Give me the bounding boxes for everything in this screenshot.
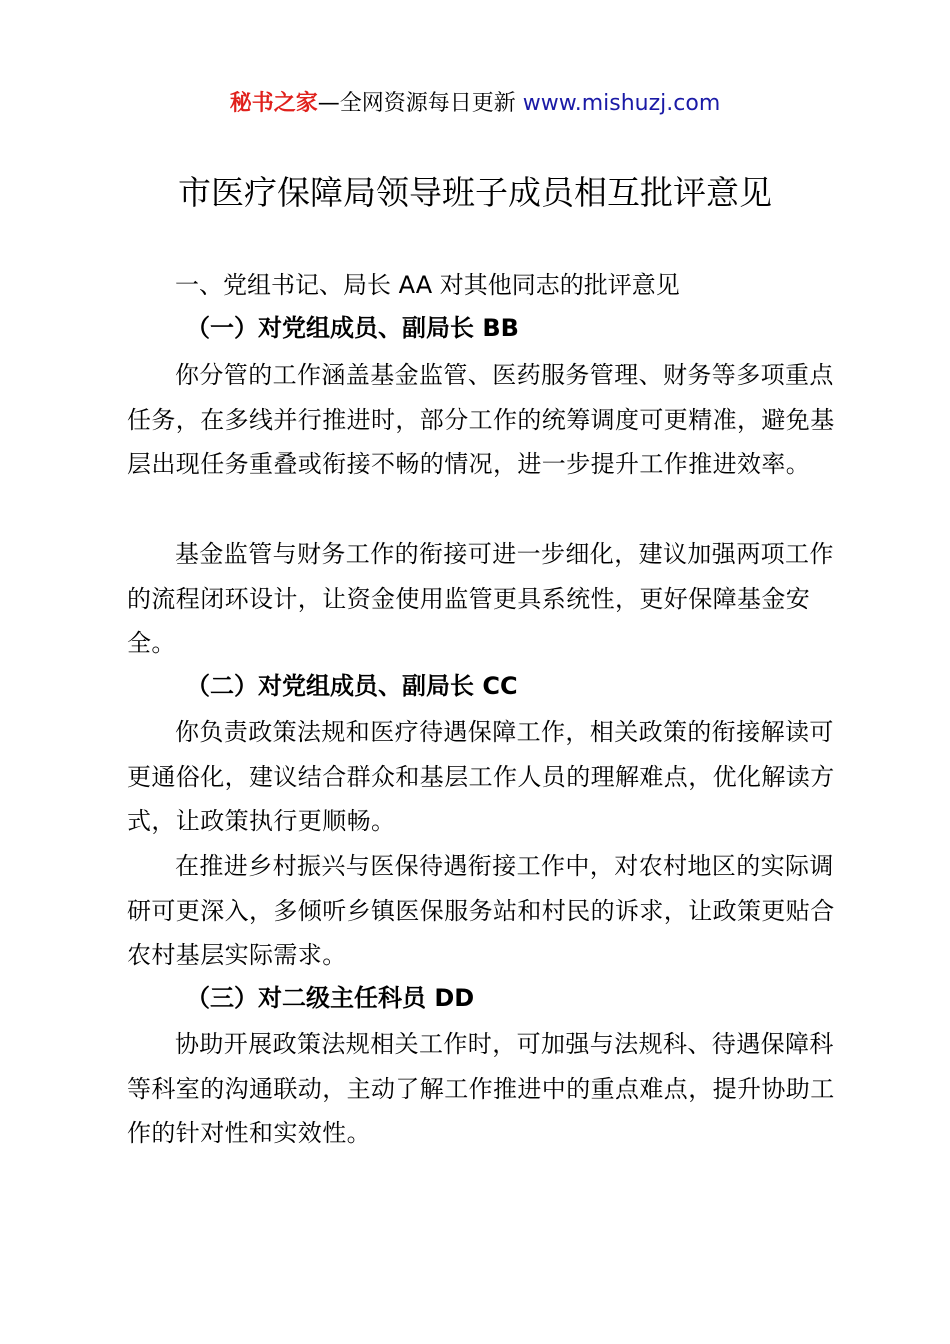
document-title: 市医疗保障局领导班子成员相互批评意见 [178,173,772,212]
subsection-heading-3: （三）对二级主任科员 DD [186,984,475,1012]
paragraph: 协助开展政策法规相关工作时，可加强与法规科、待遇保障科等科室的沟通联动，主动了解工作推进中的重点难点，提升协助工作的针对性和实效性。 [127,1030,835,1147]
subsection-heading-2: （二）对党组成员、副局长 CC [186,672,518,700]
paragraph: 你负责政策法规和医疗待遇保障工作，相关政策的衔接解读可更通俗化，建议结合群众和基层工作人员的理解难点，优化解读方式，让政策执行更顺畅。 [127,718,835,835]
paragraph: 你分管的工作涵盖基金监管、医药服务管理、财务等多项重点任务，在多线并行推进时，部分工作的统筹调度可更精准，避免基层出现任务重叠或衔接不畅的情况，进一步提升工作推进效率。 [127,361,835,478]
brand-name: 秘书之家 [229,91,318,116]
section-heading: 一、党组书记、局长 AA 对其他同志的批评意见 [175,271,680,299]
paragraph: 在推进乡村振兴与医保待遇衔接工作中，对农村地区的实际调研可更深入，多倾听乡镇医保服务站和村民的诉求，让政策更贴合农村基层实际需求。 [127,852,835,969]
site-header [0,88,950,120]
site-url-link[interactable]: www.mishuzj.com [522,91,721,116]
subsection-heading-1: （一）对党组成员、副局长 BB [186,314,519,342]
header-tagline: —全网资源每日更新 [317,91,523,116]
paragraph: 基金监管与财务工作的衔接可进一步细化，建议加强两项工作的流程闭环设计，让资金使用监管更具系统性，更好保障基金安全。 [127,540,834,657]
